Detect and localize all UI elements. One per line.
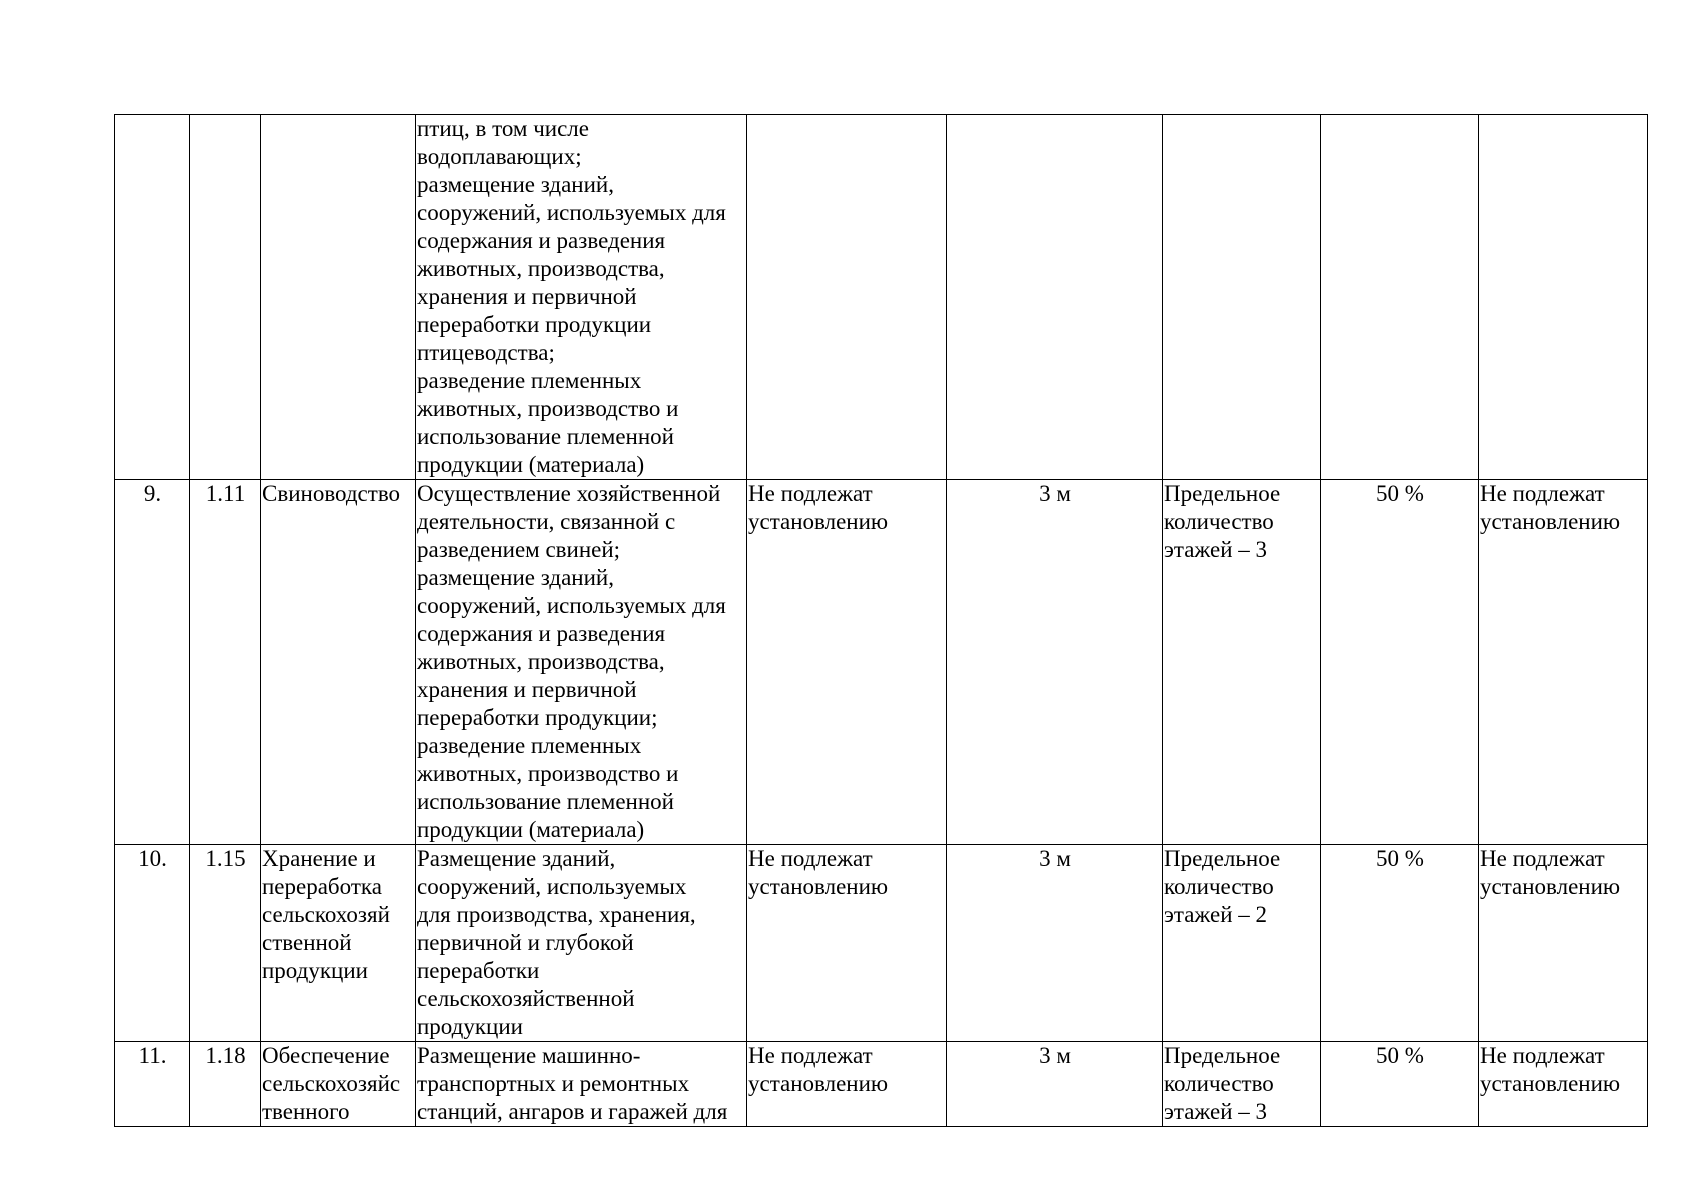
use-name <box>261 115 416 480</box>
plot-area-limit: Не подлежат установлению <box>747 480 947 845</box>
other-limits <box>1479 115 1648 480</box>
max-coverage-percent: 50 % <box>1321 1042 1479 1127</box>
min-setback: 3 м <box>947 480 1163 845</box>
use-code <box>190 115 261 480</box>
max-floors: Предельное количество этажей – 3 <box>1163 1042 1321 1127</box>
use-code: 1.18 <box>190 1042 261 1127</box>
plot-area-limit: Не подлежат установлению <box>747 1042 947 1127</box>
row-number <box>115 115 190 480</box>
min-setback <box>947 115 1163 480</box>
min-setback: 3 м <box>947 1042 1163 1127</box>
table-row <box>115 1042 1648 1127</box>
other-limits: Не подлежат установлению <box>1479 1042 1648 1127</box>
use-description: Размещение машинно- транспортных и ремонтных станций, ангаров и гаражей для <box>416 1042 747 1127</box>
table-row <box>115 480 1648 845</box>
plot-area-limit <box>747 115 947 480</box>
use-description: Осуществление хозяйственной деятельности, связанной с разведением свиней; размещение зданий, сооружений, используемых для содержания и разведения животных, производства, хранения и первичной переработки продукции; разведение племенных животных, производство и использование племенной продукции (материала) <box>416 480 747 845</box>
other-limits: Не подлежат установлению <box>1479 480 1648 845</box>
max-floors: Предельное количество этажей – 2 <box>1163 845 1321 1042</box>
table-row <box>115 845 1648 1042</box>
table-row <box>115 115 1648 480</box>
use-description: Размещение зданий, сооружений, используемых для производства, хранения, первичной и глубокой переработки сельскохозяйственной продукции <box>416 845 747 1042</box>
max-floors <box>1163 115 1321 480</box>
use-name: Хранение и переработка сельскохозяй ственной продукции <box>261 845 416 1042</box>
row-number: 11. <box>115 1042 190 1127</box>
max-coverage-percent <box>1321 115 1479 480</box>
use-description: птиц, в том числе водоплавающих; размещение зданий, сооружений, используемых для содержания и разведения животных, производства, хранения и первичной переработки продукции птицеводства; разведение племенных животных, производство и использование племенной продукции (материала) <box>416 115 747 480</box>
max-floors: Предельное количество этажей – 3 <box>1163 480 1321 845</box>
max-coverage-percent: 50 % <box>1321 480 1479 845</box>
zoning-regulations-table <box>114 114 1648 1127</box>
use-name: Обеспечение сельскохозяйс твенного <box>261 1042 416 1127</box>
plot-area-limit: Не подлежат установлению <box>747 845 947 1042</box>
min-setback: 3 м <box>947 845 1163 1042</box>
use-code: 1.11 <box>190 480 261 845</box>
other-limits: Не подлежат установлению <box>1479 845 1648 1042</box>
row-number: 9. <box>115 480 190 845</box>
use-code: 1.15 <box>190 845 261 1042</box>
max-coverage-percent: 50 % <box>1321 845 1479 1042</box>
use-name: Свиноводство <box>261 480 416 845</box>
row-number: 10. <box>115 845 190 1042</box>
